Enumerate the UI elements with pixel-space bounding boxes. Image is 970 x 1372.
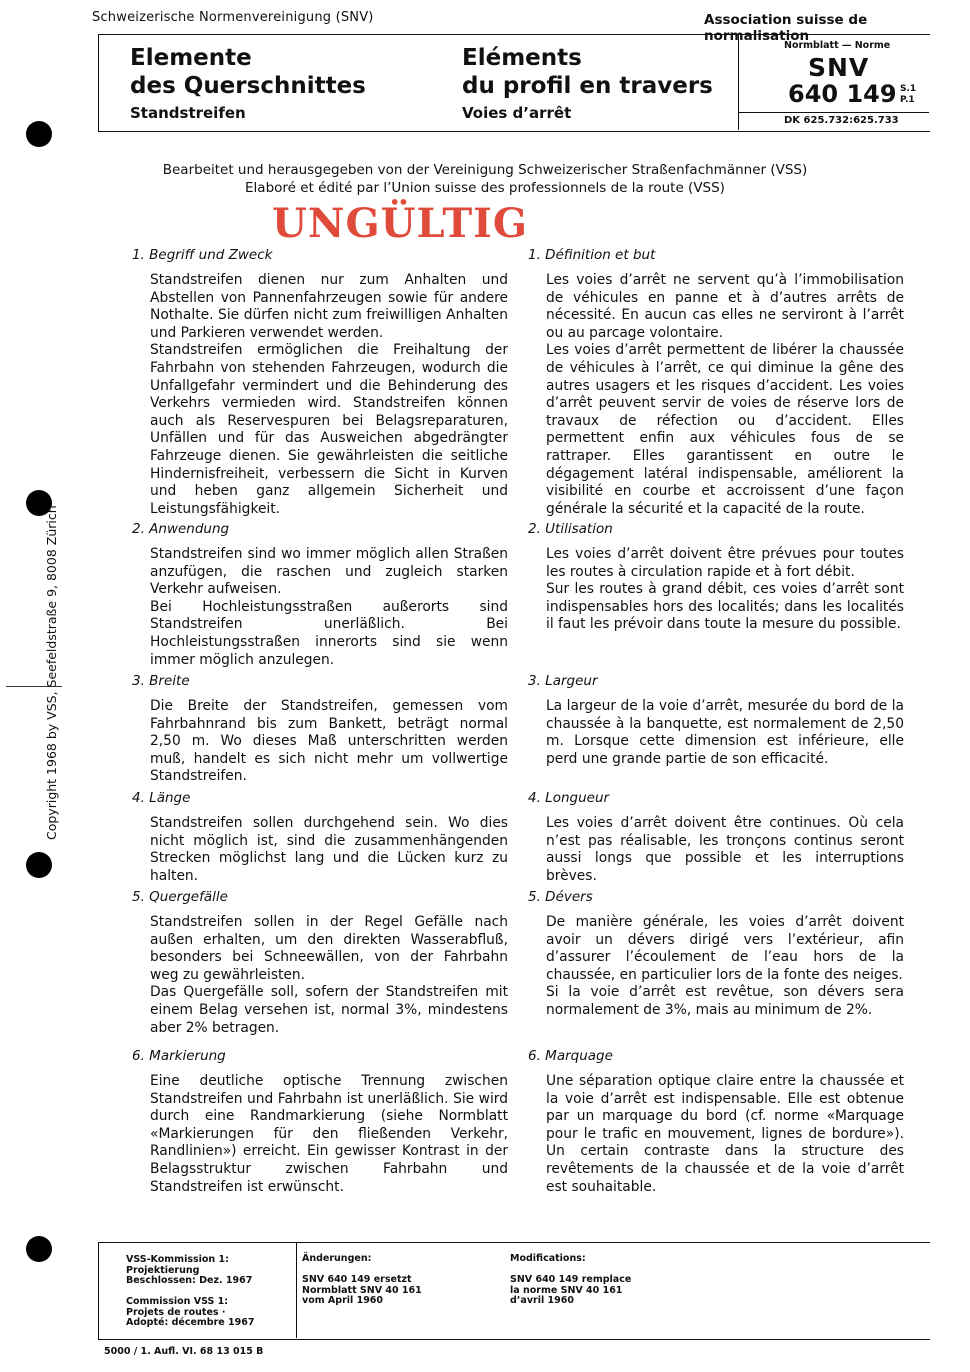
section-body-fr-1: Les voies d’arrêt ne servent qu’à l’immobilisation de véhicules en panne et à d’autres arrêts de nécessité. En aucun cas elles ne serviront à l’arrêt ou au parcage volontaire. Les voies d’arrêt permettent de libérer la chaussée de véhicules à l’arrêt, ce qui diminue la gêne des autres usagers et les risques d’accident. Les voies d’arrêt peuvent servir de voies de réserve lors de travaux de réfection ou d’accident. Elles permettent enfin aux véhicules fous de se rattraper. Elles garantissent en outre le dégagement latéral indispensable, améliorent la visibilité en courbe et accroissent d’une façon générale la sécurité et la capacité de la route. bbox=[546, 272, 904, 517]
section-body-fr-4: Les voies d’arrêt doivent être continues. Où cela n’est pas réalisable, les tronçons continus seront aussi longs que possible et les interruptions brèves. bbox=[546, 815, 904, 884]
modifications-title: Modifications: bbox=[510, 1253, 586, 1264]
copyright-notice: Copyright 1968 by VSS, Seefeldstraße 9, 8008 Zürich bbox=[44, 505, 59, 840]
title-de-line2: des Querschnittes bbox=[130, 73, 366, 99]
section-heading-de-3: 3. Breite bbox=[132, 673, 190, 689]
organization-fr: Association suisse de normalisation bbox=[704, 12, 868, 44]
section-body-de-4: Standstreifen sollen durchgehend sein. Wo dies nicht möglich ist, sind die zusammenhängenden Strecken möglichst lang und die Lücken kurz zu halten. bbox=[150, 815, 508, 884]
subtitle-de: Standstreifen bbox=[130, 104, 246, 122]
section-heading-de-2: 2. Anwendung bbox=[132, 521, 230, 537]
section-body-de-2: Standstreifen sind wo immer möglich allen Straßen anzufügen, die raschen und zugleich starken Verkehr aufweisen. Bei Hochleistungsstraßen außerorts sind Standstreifen unerläßlich. Bei Hochleistungsstraßen innerorts sind sie wenn immer möglich anzulegen. bbox=[150, 546, 508, 668]
section-body-de-6: Eine deutliche optische Trennung zwischen Standstreifen und Fahrbahn ist unerläßlich. Sie wird durch eine Randmarkierung (siehe Normblatt «Markierungen für den fließenden Verkehr, Randlinien») erreicht. Ein gewisser Kontrast in der Belagsstruktur zwischen Fahrbahn und Standstreifen ist erwünscht. bbox=[150, 1073, 508, 1195]
section-heading-de-6: 6. Markierung bbox=[132, 1048, 226, 1064]
changes-title: Änderungen: bbox=[302, 1253, 372, 1264]
commission-de: VSS-Kommission 1: Projektierung Beschlossen: Dez. 1967 bbox=[126, 1254, 253, 1286]
section-heading-fr-4: 4. Longueur bbox=[528, 790, 610, 806]
section-heading-fr-3: 3. Largeur bbox=[528, 673, 598, 689]
section-body-fr-6: Une séparation optique claire entre la chaussée et la voie d’arrêt est indispensable. Elle est obtenue par un marquage du bord (cf. norme «Marquage pour le trafic en mouvement, lignes de bordure»). Un certain contraste dans la structure des revêtements de la chaussée et de la voie d’arrêt est souhaitable. bbox=[546, 1073, 904, 1195]
norm-label: Normblatt — Norme bbox=[784, 40, 891, 51]
section-body-de-1: Standstreifen dienen nur zum Anhalten und Abstellen von Pannenfahrzeugen sowie für andere Nothalte. Sie dürfen nicht zum freiwilligen Anhalten und Parkieren verwendet werden. Standstreifen ermöglichen die Freihaltung der Fahrbahn von stehenden Fahrzeugen, wodurch die Unfallgefahr vermindert und die Behinderung des Verkehrs vermieden wird. Standstreifen können auch als Reservespuren bei Belagsreparaturen, Unfällen und für das Ausweichen abgedrängter Fahrzeuge dienen. Sie gewährleisten die seitliche Hindernisfreiheit, verbessern die Sicht in Kurven und heben ganz allgemein Sicherheit und Leistungsfähigkeit. bbox=[150, 272, 508, 517]
commission-fr: Commission VSS 1: Projets de routes · Adopté: décembre 1967 bbox=[126, 1296, 255, 1328]
modifications-body: SNV 640 149 remplace la norme SNV 40 161 d’avril 1960 bbox=[510, 1274, 632, 1306]
changes-body: SNV 640 149 ersetzt Normblatt SNV 40 161 vom April 1960 bbox=[302, 1274, 422, 1306]
section-heading-de-5: 5. Quergefälle bbox=[132, 889, 228, 905]
intro-fr: Elaboré et édité par l’Union suisse des professionnels de la route (VSS) bbox=[245, 180, 725, 196]
dk-code: DK 625.732:625.733 bbox=[784, 115, 899, 126]
snv-label: SNV bbox=[808, 53, 870, 82]
page-p: P.1 bbox=[900, 95, 915, 105]
binder-hole bbox=[26, 1236, 52, 1262]
section-body-de-3: Die Breite der Standstreifen, gemessen vom Fahrbahnrand bis zum Bankett, beträgt normal 2,50 m. Wo dieses Maß unterschritten werden muß, handelt es sich nicht mehr um vollwertige Standstreifen. bbox=[150, 698, 508, 785]
section-heading-fr-1: 1. Définition et but bbox=[528, 247, 656, 263]
title-de-line1: Elemente bbox=[130, 45, 252, 71]
organization-de: Schweizerische Normenvereinigung (SNV) bbox=[92, 10, 374, 25]
invalid-stamp: UNGÜLTIG bbox=[272, 200, 528, 247]
section-heading-fr-2: 2. Utilisation bbox=[528, 521, 613, 537]
title-fr-line1: Eléments bbox=[462, 45, 582, 71]
norm-number: 640 149 bbox=[788, 80, 897, 108]
page-s: S.1 bbox=[900, 84, 917, 94]
section-heading-de-1: 1. Begriff und Zweck bbox=[132, 247, 273, 263]
print-note: 5000 / 1. Aufl. VI. 68 13 015 B bbox=[104, 1346, 264, 1357]
title-fr-line2: du profil en travers bbox=[462, 73, 713, 99]
section-heading-de-4: 4. Länge bbox=[132, 790, 191, 806]
binder-hole bbox=[26, 121, 52, 147]
binder-hole bbox=[26, 852, 52, 878]
section-body-fr-3: La largeur de la voie d’arrêt, mesurée du bord de la chaussée à la banquette, est normalement de 2,50 m. Lorsque cette dimension est inférieure, elle perd une grande partie de son efficacité. bbox=[546, 698, 904, 767]
dk-divider bbox=[738, 112, 929, 113]
footer-divider bbox=[296, 1242, 297, 1338]
section-body-fr-5: De manière générale, les voies d’arrêt doivent avoir un dévers dirigé vers l’extérieur, afin d’assurer l’écoulement de l’eau hors de la chaussée, en particulier lors de la fonte des neiges. Si la voie d’arrêt est revêtue, son dévers sera normalement de 3%, mais au minimum de 2%. bbox=[546, 914, 904, 1018]
intro-de: Bearbeitet und herausgegeben von der Vereinigung Schweizerischer Straßenfachmänner (VSS) bbox=[162, 162, 808, 178]
section-body-de-5: Standstreifen sollen in der Regel Gefälle nach außen erhalten, um den direkten Wasserabfluß, besonders bei Schneewällen, von der Fahrbahn weg zu gewährleisten. Das Quergefälle soll, sofern der Standstreifen mit einem Belag versehen ist, normal 3%, mindestens aber 2% betragen. bbox=[150, 914, 508, 1036]
section-heading-fr-6: 6. Marquage bbox=[528, 1048, 613, 1064]
section-body-fr-2: Les voies d’arrêt doivent être prévues pour toutes les routes à circulation rapide et à fort débit. Sur les routes à grand débit, ces voies d’arrêt sont indispensables hors des localités; dans les localités il faut les prévoir dans toute la mesure du possible. bbox=[546, 546, 904, 633]
section-heading-fr-5: 5. Dévers bbox=[528, 889, 593, 905]
subtitle-fr: Voies d’arrêt bbox=[462, 104, 572, 122]
